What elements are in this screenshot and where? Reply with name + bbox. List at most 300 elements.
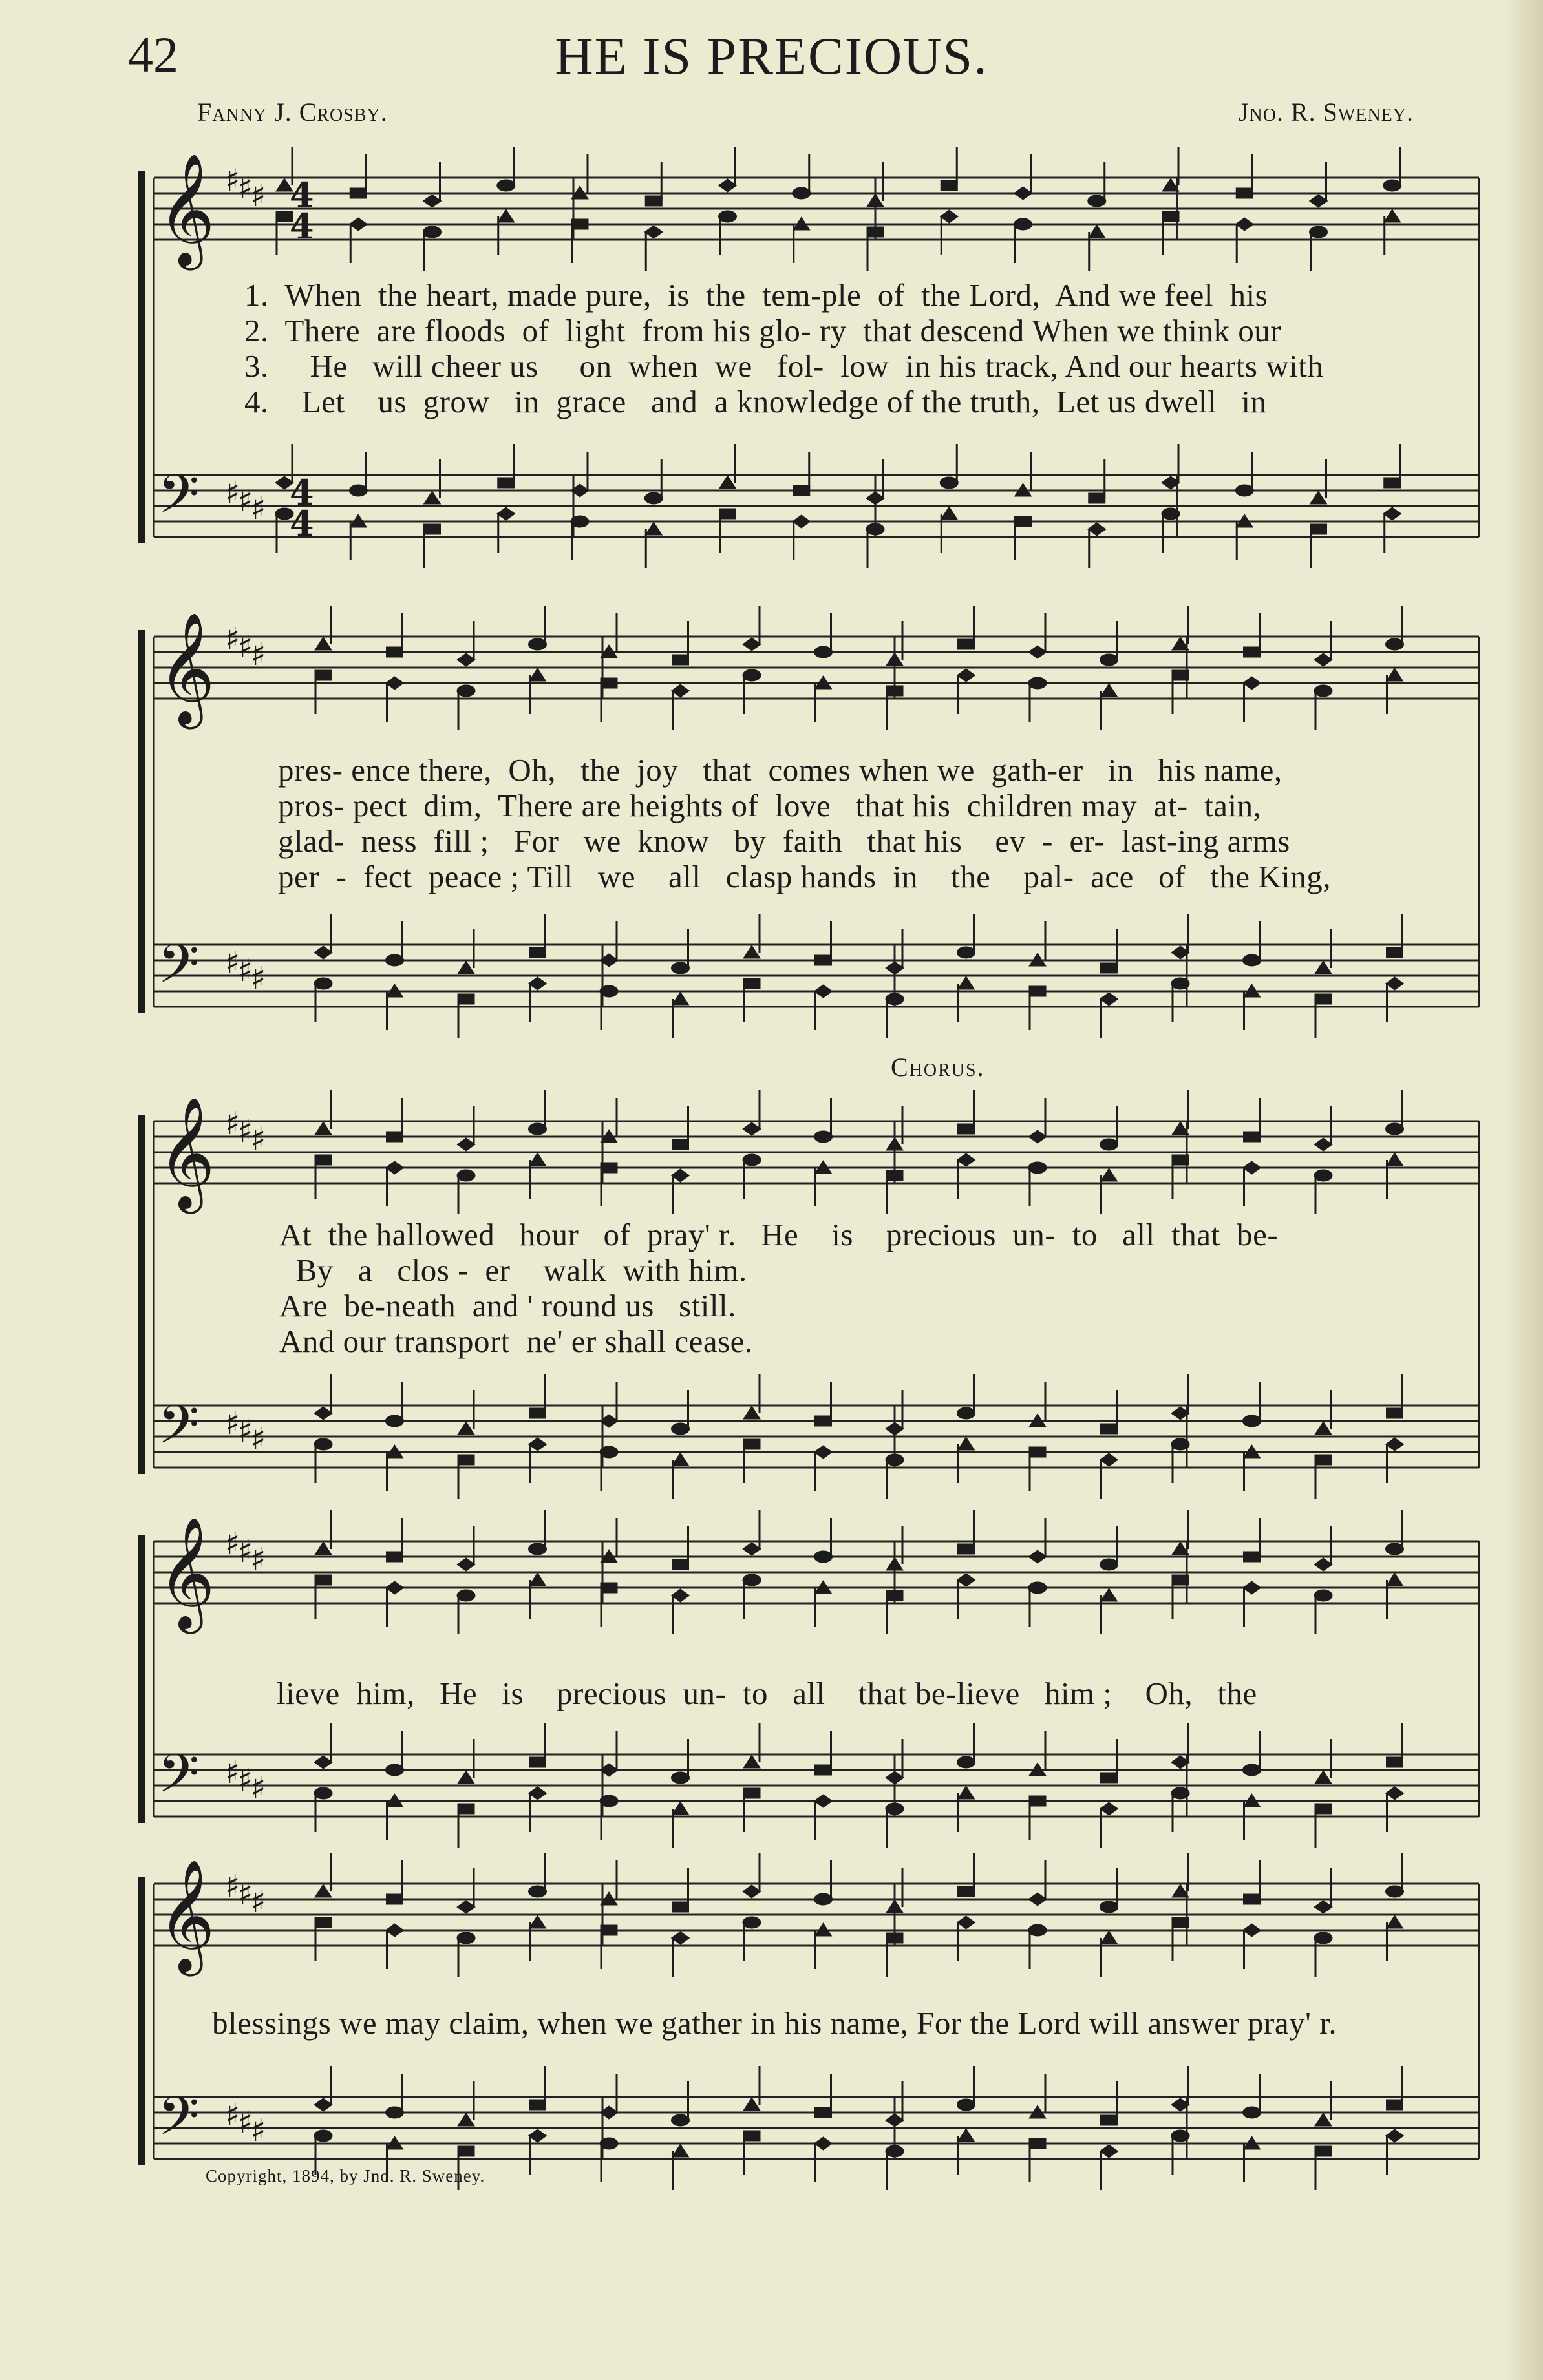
note-head-square (1015, 516, 1032, 527)
sharp-icon: ♯ (238, 1533, 253, 1570)
note-head-triangle (645, 522, 662, 535)
note-head-square (1244, 647, 1261, 657)
note-head-triangle (672, 2144, 689, 2157)
note-head-square (529, 2100, 546, 2110)
note-head-triangle (458, 1771, 474, 1784)
note-head-diamond (1243, 1581, 1261, 1594)
note-head-diamond (314, 1756, 332, 1769)
sharp-icon: ♯ (225, 2097, 240, 2133)
note-head-square (529, 1408, 546, 1418)
chorus-line-1: At the hallowed hour of pray' r. He is precious un- to all that be- (279, 1217, 1279, 1252)
note-head-round (1100, 1901, 1118, 1913)
note-head-square (498, 478, 515, 488)
note-head-square (886, 686, 903, 696)
note-head-square (815, 2107, 832, 2118)
note-head-triangle (315, 1884, 332, 1897)
note-head-round (886, 2145, 904, 2157)
note-head-round (600, 1795, 618, 1807)
note-head-diamond (1100, 1453, 1118, 1466)
note-head-diamond (886, 962, 904, 974)
system-brace (138, 630, 145, 1013)
author-credit: Fanny J. Crosby. (197, 98, 388, 127)
note-head-diamond (1028, 646, 1047, 658)
note-head-round (457, 1590, 475, 1601)
treble-clef-icon: 𝄞 (158, 153, 215, 266)
note-head-round (1310, 226, 1328, 238)
note-head-square (1387, 1757, 1403, 1767)
note-head-square (1029, 2138, 1046, 2149)
verse-2-line-1: 2. There are floods of light from his glo- ry that descend When we think our (244, 313, 1282, 348)
note-head-square (1101, 963, 1118, 973)
note-head-square (958, 1544, 975, 1554)
note-head-diamond (743, 1543, 761, 1555)
note-head-square (1172, 670, 1189, 680)
note-head-triangle (743, 1406, 760, 1419)
note-head-diamond (940, 210, 958, 223)
note-head-diamond (386, 1161, 404, 1174)
sharp-icon: ♯ (251, 178, 266, 214)
note-head-diamond (1100, 993, 1118, 1006)
note-head-square (1029, 1447, 1046, 1457)
sharp-icon: ♯ (238, 1762, 253, 1798)
sharp-icon: ♯ (238, 2105, 253, 2141)
note-head-square (672, 1139, 689, 1150)
sharp-icon: ♯ (225, 1754, 240, 1791)
note-head-square (958, 1886, 975, 1897)
note-head-diamond (719, 179, 737, 192)
note-head-round (1314, 1932, 1332, 1944)
note-head-diamond (1383, 507, 1401, 520)
note-head-triangle (941, 507, 957, 520)
sharp-icon: ♯ (238, 1113, 253, 1150)
note-head-square (886, 1933, 903, 1943)
note-head-round (314, 1438, 332, 1450)
sharp-icon: ♯ (251, 1541, 266, 1577)
note-head-round (1386, 1886, 1404, 1897)
note-head-triangle (743, 945, 760, 958)
note-head-square (601, 1925, 617, 1935)
note-head-round (644, 492, 663, 504)
note-head-triangle (1387, 1573, 1403, 1586)
note-head-triangle (1315, 2113, 1332, 2126)
sharp-icon: ♯ (225, 162, 240, 198)
note-head-diamond (1100, 2145, 1118, 2158)
system-brace (138, 171, 145, 543)
note-head-square (815, 955, 832, 965)
chorus-label: Chorus. (891, 1053, 985, 1082)
note-head-triangle (672, 992, 689, 1005)
note-head-square (815, 1765, 832, 1775)
note-head-diamond (1100, 1802, 1118, 1815)
sharp-icon: ♯ (225, 945, 240, 981)
note-head-round (814, 1893, 833, 1905)
bass-clef-icon: 𝄢 (158, 1742, 200, 1818)
note-head-diamond (386, 1581, 404, 1594)
note-head-round (386, 1764, 404, 1776)
note-head-diamond (1310, 195, 1328, 207)
page-number: 42 (128, 26, 178, 83)
note-head-round (1235, 485, 1253, 496)
note-head-square (529, 947, 546, 958)
note-head-square (1244, 1552, 1261, 1562)
note-head-square (941, 180, 957, 191)
note-head-square (458, 2146, 474, 2156)
note-head-diamond (1028, 1550, 1047, 1563)
verse-2-line-2: pros- pect dim, There are heights of love that his children may at- tain, (278, 788, 1262, 823)
note-head-square (315, 670, 332, 680)
note-head-square (1387, 2100, 1403, 2110)
note-head-round (672, 1423, 690, 1435)
note-head-square (387, 1552, 403, 1562)
time-signature-top: 4 (290, 472, 314, 513)
note-head-round (1028, 1582, 1047, 1594)
note-head-diamond (386, 677, 404, 690)
note-head-round (886, 1803, 904, 1815)
note-head-square (1089, 493, 1105, 503)
note-head-triangle (743, 1755, 760, 1768)
note-head-square (424, 524, 441, 534)
note-head-triangle (1387, 668, 1403, 681)
note-head-diamond (814, 1795, 833, 1807)
sharp-icon: ♯ (225, 1406, 240, 1442)
note-head-triangle (958, 2129, 975, 2142)
time-signature-bottom: 4 (290, 205, 314, 247)
verse-1-line-2: pres- ence there, Oh, the joy that comes when we gath-er in his name, (278, 752, 1282, 788)
treble-clef-icon: 𝄞 (158, 1859, 215, 1972)
note-head-diamond (457, 1138, 475, 1151)
note-head-diamond (1235, 218, 1253, 231)
note-head-diamond (743, 1885, 761, 1898)
sharp-icon: ♯ (238, 483, 253, 519)
note-head-round (349, 485, 367, 496)
note-head-triangle (424, 491, 441, 504)
note-head-round (940, 477, 958, 489)
note-head-square (1384, 478, 1401, 488)
note-head-triangle (315, 637, 332, 650)
note-head-triangle (958, 976, 975, 989)
note-head-square (1236, 188, 1253, 198)
note-head-square (458, 994, 474, 1004)
note-head-diamond (672, 1932, 690, 1944)
note-head-triangle (1101, 1588, 1118, 1601)
note-head-diamond (1243, 677, 1261, 690)
note-head-square (458, 1455, 474, 1465)
note-head-triangle (529, 1153, 546, 1166)
note-head-round (571, 516, 589, 527)
note-head-round (386, 1415, 404, 1427)
note-head-round (600, 2138, 618, 2149)
note-head-square (1101, 1773, 1118, 1783)
note-head-round (529, 1886, 547, 1897)
note-head-diamond (1314, 1901, 1332, 1913)
note-head-triangle (1101, 1168, 1118, 1181)
note-head-diamond (672, 1589, 690, 1602)
note-head-triangle (1315, 1771, 1332, 1784)
note-head-triangle (958, 1437, 975, 1450)
note-head-round (1386, 1123, 1404, 1135)
note-head-square (1315, 2146, 1332, 2156)
sharp-icon: ♯ (238, 1876, 253, 1912)
note-head-round (1386, 1543, 1404, 1555)
sharp-icon: ♯ (225, 1526, 240, 1562)
note-head-round (672, 2114, 690, 2126)
note-head-diamond (672, 684, 690, 697)
note-head-diamond (886, 1422, 904, 1435)
note-head-diamond (497, 507, 515, 520)
note-head-round (457, 685, 475, 697)
note-head-square (387, 1132, 403, 1142)
note-head-square (315, 1155, 332, 1165)
note-head-triangle (315, 1542, 332, 1555)
note-head-round (743, 1574, 761, 1586)
note-head-diamond (957, 669, 975, 682)
note-head-diamond (814, 985, 833, 998)
note-head-triangle (886, 1900, 903, 1913)
note-head-square (1315, 1804, 1332, 1814)
note-head-square (387, 1894, 403, 1904)
sharp-icon: ♯ (251, 1421, 266, 1457)
note-head-round (529, 1123, 547, 1135)
note-head-round (672, 962, 690, 974)
bass-clef-icon: 𝄢 (158, 463, 200, 538)
sharp-icon: ♯ (238, 1413, 253, 1449)
verse-1-line-1: 1. When the heart, made pure, is the tem-ple of the Lord, And we feel his (244, 277, 1268, 313)
note-head-triangle (315, 1122, 332, 1135)
note-head-diamond (1314, 1138, 1332, 1151)
note-head-diamond (1243, 1924, 1261, 1937)
note-head-diamond (314, 1407, 332, 1420)
note-head-diamond (957, 1916, 975, 1929)
note-head-round (793, 187, 811, 199)
note-head-diamond (529, 2129, 547, 2142)
note-head-diamond (1386, 977, 1404, 990)
hymn-title: HE IS PRECIOUS. (555, 26, 988, 85)
note-head-triangle (1387, 1915, 1403, 1928)
note-head-diamond (314, 946, 332, 959)
note-head-square (645, 196, 662, 206)
note-head-square (1101, 1424, 1118, 1434)
note-head-square (1387, 947, 1403, 958)
note-head-square (529, 1757, 546, 1767)
note-head-round (814, 1551, 833, 1563)
note-head-triangle (867, 194, 884, 207)
note-head-diamond (957, 1153, 975, 1166)
note-head-triangle (1089, 225, 1105, 238)
note-head-round (1171, 1438, 1189, 1450)
note-head-triangle (1101, 684, 1118, 697)
verse-3-line-1: 3. He will cheer us on when we fol- low in his track, And our hearts with (244, 348, 1324, 384)
note-head-round (1028, 1924, 1047, 1936)
note-head-round (1162, 508, 1180, 520)
note-head-round (423, 226, 442, 238)
note-head-round (1014, 218, 1032, 230)
note-head-diamond (1386, 2129, 1404, 2142)
note-head-diamond (957, 1574, 975, 1586)
note-head-diamond (529, 1787, 547, 1800)
note-head-square (1172, 1575, 1189, 1585)
note-head-triangle (886, 1137, 903, 1150)
note-head-square (1387, 1408, 1403, 1418)
note-head-diamond (886, 1771, 904, 1784)
treble-clef-icon: 𝄞 (158, 612, 215, 724)
note-head-square (387, 647, 403, 657)
note-head-round (1243, 2107, 1261, 2118)
sharp-icon: ♯ (251, 2112, 266, 2149)
note-head-diamond (1386, 1438, 1404, 1451)
note-head-square (672, 1559, 689, 1570)
note-head-diamond (1243, 1161, 1261, 1174)
verse-3-line-2: glad- ness fill ; For we know by faith that his ev - er- last-ing arms (278, 823, 1290, 859)
note-head-triangle (1101, 1931, 1118, 1944)
note-head-triangle (672, 1453, 689, 1466)
note-head-triangle (958, 1786, 975, 1799)
note-head-square (571, 219, 588, 229)
note-head-triangle (1315, 1422, 1332, 1435)
note-head-diamond (743, 638, 761, 651)
note-head-round (743, 1917, 761, 1928)
sharp-icon: ♯ (225, 621, 240, 657)
time-signature-top: 4 (290, 174, 314, 216)
bass-clef-icon: 𝄢 (158, 2085, 200, 2160)
verse-2-line-3: By a clos - er walk with him. (279, 1252, 747, 1288)
sharp-icon: ♯ (238, 953, 253, 989)
sharp-icon: ♯ (251, 1884, 266, 1920)
note-head-square (1315, 994, 1332, 1004)
note-head-square (1029, 1796, 1046, 1806)
note-head-square (1172, 1155, 1189, 1165)
note-head-diamond (644, 226, 663, 238)
note-head-square (1244, 1132, 1261, 1142)
note-head-round (957, 2099, 975, 2111)
note-head-diamond (1028, 1893, 1047, 1906)
note-head-round (957, 1407, 975, 1419)
note-head-square (1029, 986, 1046, 996)
note-head-diamond (314, 2098, 332, 2111)
note-head-round (457, 1932, 475, 1944)
note-head-triangle (1315, 961, 1332, 974)
note-head-diamond (1314, 1558, 1332, 1571)
note-head-square (601, 1583, 617, 1593)
note-head-square (601, 678, 617, 688)
note-head-round (314, 1787, 332, 1799)
note-head-square (350, 188, 367, 198)
sharp-icon: ♯ (225, 1106, 240, 1142)
copyright-notice: Copyright, 1894, by Jno. R. Sweney. (206, 2166, 485, 2185)
note-head-round (1243, 1764, 1261, 1776)
note-head-diamond (814, 1446, 833, 1459)
note-head-triangle (529, 1915, 546, 1928)
treble-clef-icon: 𝄞 (158, 1097, 215, 1209)
sharp-icon: ♯ (251, 637, 266, 673)
note-head-square (1172, 1917, 1189, 1928)
note-head-round (1314, 685, 1332, 697)
verse-4-line-1: 4. Let us grow in grace and a knowledge of the truth, Let us dwell in (244, 384, 1267, 419)
note-head-round (529, 638, 547, 650)
sharp-icon: ♯ (238, 629, 253, 665)
note-head-triangle (886, 653, 903, 666)
composer-credit: Jno. R. Sweney. (1238, 98, 1414, 127)
note-head-round (1314, 1590, 1332, 1601)
note-head-round (1100, 654, 1118, 666)
time-signature-bottom: 4 (290, 503, 314, 544)
verse-3-line-3: Are be-neath and ' round us still. (279, 1288, 736, 1323)
note-head-round (1243, 954, 1261, 966)
note-head-square (958, 639, 975, 649)
sharp-icon: ♯ (225, 1868, 240, 1904)
note-head-round (1171, 2130, 1189, 2142)
chorus-line-3: blessings we may claim, when we gather in his name, For the Lord will answer pray' r. (212, 2005, 1337, 2041)
note-head-round (1243, 1415, 1261, 1427)
note-head-round (1386, 638, 1404, 650)
note-head-square (601, 1163, 617, 1173)
note-head-triangle (743, 2098, 760, 2111)
note-head-triangle (529, 1573, 546, 1586)
note-head-square (315, 1575, 332, 1585)
note-head-round (1383, 180, 1401, 191)
note-head-diamond (457, 1558, 475, 1571)
sharp-icon: ♯ (225, 475, 240, 511)
note-head-round (457, 1170, 475, 1181)
note-head-triangle (1384, 209, 1401, 222)
note-head-round (866, 523, 884, 535)
note-head-square (1101, 2115, 1118, 2125)
note-head-round (1100, 1559, 1118, 1570)
note-head-square (1162, 211, 1179, 222)
note-head-square (815, 1416, 832, 1426)
note-head-round (886, 993, 904, 1005)
note-head-diamond (1014, 187, 1032, 200)
note-head-round (600, 1446, 618, 1458)
note-head-round (1100, 1139, 1118, 1150)
sharp-icon: ♯ (251, 1770, 266, 1806)
note-head-diamond (1314, 653, 1332, 666)
sharp-icon: ♯ (238, 170, 253, 206)
note-head-diamond (529, 977, 547, 990)
note-head-diamond (457, 653, 475, 666)
note-head-diamond (386, 1924, 404, 1937)
note-head-diamond (814, 2137, 833, 2150)
note-head-round (814, 646, 833, 658)
note-head-diamond (349, 218, 367, 231)
note-head-triangle (1310, 491, 1327, 504)
page-edge-shadow (1504, 0, 1543, 2380)
note-head-square (793, 485, 810, 496)
note-head-round (672, 1772, 690, 1784)
note-head-diamond (423, 195, 442, 207)
note-head-diamond (866, 492, 884, 505)
note-head-triangle (529, 668, 546, 681)
note-head-square (315, 1917, 332, 1928)
system-brace (138, 1535, 145, 1823)
note-head-round (1171, 978, 1189, 989)
note-head-round (1028, 677, 1047, 689)
note-head-triangle (458, 961, 474, 974)
note-head-diamond (529, 1438, 547, 1451)
note-head-round (314, 2130, 332, 2142)
note-head-diamond (457, 1901, 475, 1913)
sharp-icon: ♯ (251, 1121, 266, 1157)
note-head-square (719, 509, 736, 519)
note-head-round (529, 1543, 547, 1555)
system-brace (138, 1877, 145, 2165)
note-head-triangle (1387, 1153, 1403, 1166)
note-head-diamond (1088, 523, 1106, 536)
sharp-icon: ♯ (251, 960, 266, 996)
note-head-diamond (793, 515, 811, 528)
note-head-triangle (672, 1802, 689, 1815)
treble-clef-icon: 𝄞 (158, 1517, 215, 1629)
note-head-diamond (1386, 1787, 1404, 1800)
